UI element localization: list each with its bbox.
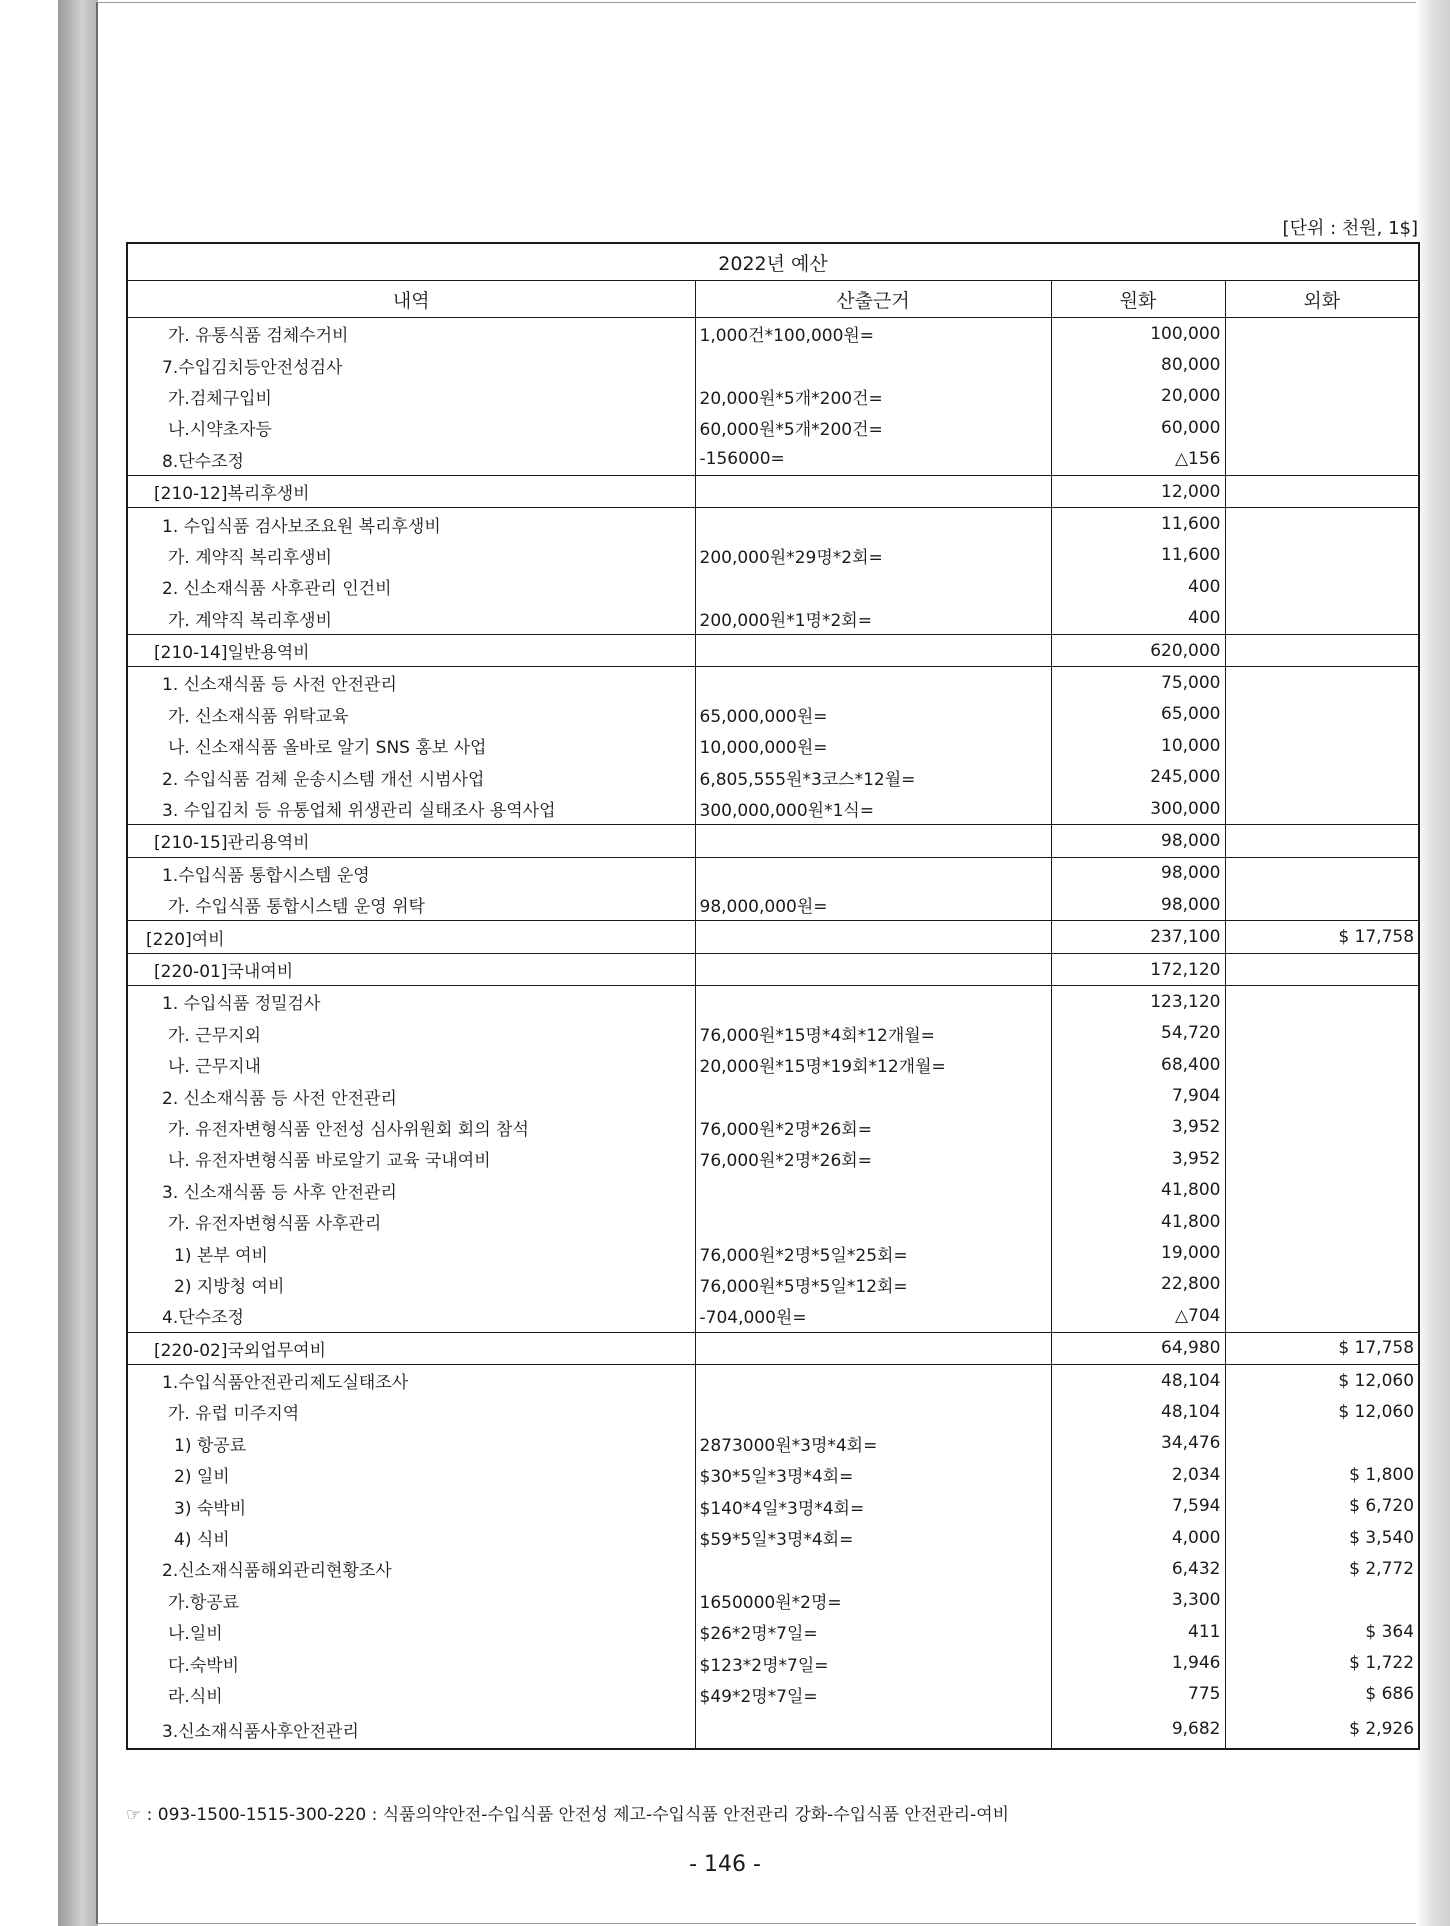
row-basis-cell xyxy=(695,475,1051,507)
footnote-text: : 093-1500-1515-300-220 : 식품의약안전-수입식품 안전성 제고-수입식품 안전관리 강화-수입식품 안전관리-여비 xyxy=(146,1805,1010,1825)
row-usd-cell xyxy=(1225,381,1419,412)
row-basis-cell: 200,000원*1명*2회= xyxy=(695,603,1051,635)
book-spine xyxy=(58,0,98,1926)
row-item-cell: 1) 항공료 xyxy=(127,1428,695,1459)
row-usd-cell: $ 6,720 xyxy=(1225,1490,1419,1521)
row-usd-cell xyxy=(1225,412,1419,443)
table-row xyxy=(127,667,1419,699)
row-basis-cell xyxy=(695,508,1051,540)
row-basis-cell xyxy=(695,1206,1051,1237)
row-krw-cell: 20,000 xyxy=(1051,381,1225,412)
row-basis-cell xyxy=(695,857,1051,889)
table-row xyxy=(127,986,1419,1018)
row-item-cell: 가. 계약직 복리후생비 xyxy=(127,540,695,571)
row-item-cell: 4) 식비 xyxy=(127,1522,695,1553)
row-krw-cell: 41,800 xyxy=(1051,1175,1225,1206)
row-usd-cell xyxy=(1225,571,1419,602)
table-row xyxy=(127,1206,1419,1237)
row-usd-cell xyxy=(1225,603,1419,635)
row-krw-cell: 7,594 xyxy=(1051,1490,1225,1521)
row-basis-cell: 65,000,000원= xyxy=(695,699,1051,730)
row-usd-cell: $ 2,772 xyxy=(1225,1553,1419,1584)
table-row xyxy=(127,1112,1419,1143)
table-row xyxy=(127,1300,1419,1332)
row-item-cell: 나. 신소재식품 올바로 알기 SNS 홍보 사업 xyxy=(127,730,695,761)
row-basis-cell: 200,000원*29명*2회= xyxy=(695,540,1051,571)
table-row xyxy=(127,1396,1419,1427)
row-krw-cell: 41,800 xyxy=(1051,1206,1225,1237)
row-krw-cell: 6,432 xyxy=(1051,1553,1225,1584)
table-row xyxy=(127,889,1419,921)
row-krw-cell: 64,980 xyxy=(1051,1332,1225,1364)
row-usd-cell xyxy=(1225,953,1419,985)
footnote xyxy=(126,1800,1418,1825)
row-item-cell: 2) 지방청 여비 xyxy=(127,1269,695,1300)
table-row xyxy=(127,1710,1419,1749)
row-usd-cell xyxy=(1225,730,1419,761)
column-header-krw: 원화 xyxy=(1051,281,1225,318)
row-usd-cell xyxy=(1225,1049,1419,1080)
row-usd-cell xyxy=(1225,1112,1419,1143)
row-item-cell: 1. 신소재식품 등 사전 안전관리 xyxy=(127,667,695,699)
table-row xyxy=(127,634,1419,666)
row-item-cell: 라.식비 xyxy=(127,1679,695,1710)
table-row xyxy=(127,1490,1419,1521)
row-basis-cell xyxy=(695,1332,1051,1364)
row-usd-cell xyxy=(1225,475,1419,507)
row-krw-cell: 3,952 xyxy=(1051,1143,1225,1174)
row-basis-cell xyxy=(695,1553,1051,1584)
row-basis-cell xyxy=(695,953,1051,985)
row-basis-cell: 300,000,000원*1식= xyxy=(695,793,1051,825)
row-usd-cell: $ 1,800 xyxy=(1225,1459,1419,1490)
row-basis-cell: 98,000,000원= xyxy=(695,889,1051,921)
row-krw-cell: 123,120 xyxy=(1051,986,1225,1018)
row-item-cell: [220-02]국외업무여비 xyxy=(127,1332,695,1364)
unit-label: [단위 : 천원, 1$] xyxy=(1282,218,1418,239)
row-basis-cell xyxy=(695,825,1051,857)
table-row xyxy=(127,603,1419,635)
pointing-hand-icon: ☞ xyxy=(126,1805,142,1825)
column-header-item: 내역 xyxy=(127,281,695,318)
row-usd-cell xyxy=(1225,1269,1419,1300)
row-item-cell: 3. 신소재식품 등 사후 안전관리 xyxy=(127,1175,695,1206)
row-usd-cell: $ 12,060 xyxy=(1225,1396,1419,1427)
row-item-cell: 나. 근무지내 xyxy=(127,1049,695,1080)
row-krw-cell: 100,000 xyxy=(1051,318,1225,350)
row-krw-cell: 48,104 xyxy=(1051,1396,1225,1427)
row-usd-cell xyxy=(1225,508,1419,540)
row-basis-cell: 1,000건*100,000원= xyxy=(695,318,1051,350)
row-item-cell: 1.수입식품안전관리제도실태조사 xyxy=(127,1364,695,1396)
row-krw-cell: 400 xyxy=(1051,571,1225,602)
row-item-cell: 가. 신소재식품 위탁교육 xyxy=(127,699,695,730)
row-krw-cell: 245,000 xyxy=(1051,761,1225,792)
row-usd-cell xyxy=(1225,444,1419,476)
row-krw-cell: 98,000 xyxy=(1051,857,1225,889)
row-item-cell: 가. 유통식품 검체수거비 xyxy=(127,318,695,350)
table-row xyxy=(127,508,1419,540)
row-basis-cell: $123*2명*7일= xyxy=(695,1647,1051,1678)
table-row xyxy=(127,1553,1419,1584)
table-row xyxy=(127,1428,1419,1459)
row-krw-cell: 98,000 xyxy=(1051,825,1225,857)
row-basis-cell: 76,000원*15명*4회*12개월= xyxy=(695,1018,1051,1049)
row-krw-cell: 4,000 xyxy=(1051,1522,1225,1553)
row-item-cell: 가. 계약직 복리후생비 xyxy=(127,603,695,635)
table-row xyxy=(127,571,1419,602)
row-krw-cell: 68,400 xyxy=(1051,1049,1225,1080)
row-item-cell: [220-01]국내여비 xyxy=(127,953,695,985)
row-usd-cell: $ 3,540 xyxy=(1225,1522,1419,1553)
row-usd-cell xyxy=(1225,1080,1419,1111)
row-krw-cell: 1,946 xyxy=(1051,1647,1225,1678)
row-item-cell: 1. 수입식품 검사보조요원 복리후생비 xyxy=(127,508,695,540)
table-row xyxy=(127,412,1419,443)
page-number: - 146 - xyxy=(689,1852,761,1877)
table-row xyxy=(127,761,1419,792)
column-header-usd: 외화 xyxy=(1225,281,1419,318)
row-usd-cell: $ 17,758 xyxy=(1225,921,1419,953)
row-usd-cell: $ 686 xyxy=(1225,1679,1419,1710)
row-basis-cell: 76,000원*2명*26회= xyxy=(695,1143,1051,1174)
row-item-cell: 가.항공료 xyxy=(127,1585,695,1616)
row-item-cell: [210-15]관리용역비 xyxy=(127,825,695,857)
row-usd-cell xyxy=(1225,1585,1419,1616)
row-basis-cell: -156000= xyxy=(695,444,1051,476)
row-item-cell: 8.단수조정 xyxy=(127,444,695,476)
row-item-cell: 나.시약초자등 xyxy=(127,412,695,443)
row-basis-cell xyxy=(695,921,1051,953)
row-basis-cell: 20,000원*5개*200건= xyxy=(695,381,1051,412)
row-item-cell: [210-12]복리후생비 xyxy=(127,475,695,507)
row-usd-cell xyxy=(1225,1206,1419,1237)
row-item-cell: 2. 수입식품 검체 운송시스템 개선 시범사업 xyxy=(127,761,695,792)
row-basis-cell: $49*2명*7일= xyxy=(695,1679,1051,1710)
table-title: 2022년 예산 xyxy=(127,243,1419,281)
row-item-cell: 1.수입식품 통합시스템 운영 xyxy=(127,857,695,889)
row-item-cell: 가. 수입식품 통합시스템 운영 위탁 xyxy=(127,889,695,921)
row-usd-cell xyxy=(1225,1143,1419,1174)
row-basis-cell xyxy=(695,1396,1051,1427)
table-row xyxy=(127,475,1419,507)
row-krw-cell: 80,000 xyxy=(1051,349,1225,380)
row-usd-cell: $ 1,722 xyxy=(1225,1647,1419,1678)
row-basis-cell: 76,000원*5명*5일*12회= xyxy=(695,1269,1051,1300)
row-krw-cell: 22,800 xyxy=(1051,1269,1225,1300)
row-krw-cell: 65,000 xyxy=(1051,699,1225,730)
row-item-cell: 3.신소재식품사후안전관리 xyxy=(127,1710,695,1749)
row-krw-cell: 12,000 xyxy=(1051,475,1225,507)
row-basis-cell xyxy=(695,986,1051,1018)
table-row xyxy=(127,1647,1419,1678)
page-edge-shadow xyxy=(1416,0,1450,1926)
row-item-cell: [210-14]일반용역비 xyxy=(127,634,695,666)
row-usd-cell xyxy=(1225,540,1419,571)
row-item-cell: 다.숙박비 xyxy=(127,1647,695,1678)
table-row xyxy=(127,1237,1419,1268)
row-basis-cell: 76,000원*2명*5일*25회= xyxy=(695,1237,1051,1268)
row-basis-cell: $140*4일*3명*4회= xyxy=(695,1490,1051,1521)
row-krw-cell: 172,120 xyxy=(1051,953,1225,985)
table-row xyxy=(127,857,1419,889)
row-basis-cell xyxy=(695,349,1051,380)
row-usd-cell xyxy=(1225,761,1419,792)
row-item-cell: 가. 유전자변형식품 안전성 심사위원회 회의 참석 xyxy=(127,1112,695,1143)
table-row xyxy=(127,349,1419,380)
row-item-cell: 3) 숙박비 xyxy=(127,1490,695,1521)
table-row xyxy=(127,1616,1419,1647)
row-basis-cell xyxy=(695,1710,1051,1749)
row-usd-cell xyxy=(1225,825,1419,857)
row-krw-cell: 54,720 xyxy=(1051,1018,1225,1049)
row-item-cell: 2. 신소재식품 사후관리 인건비 xyxy=(127,571,695,602)
budget-table xyxy=(126,242,1420,1750)
table-row xyxy=(127,1269,1419,1300)
table-row xyxy=(127,793,1419,825)
row-item-cell: 2. 신소재식품 등 사전 안전관리 xyxy=(127,1080,695,1111)
row-usd-cell: $ 2,926 xyxy=(1225,1710,1419,1749)
row-item-cell: 가. 유럽 미주지역 xyxy=(127,1396,695,1427)
row-basis-cell: 6,805,555원*3코스*12월= xyxy=(695,761,1051,792)
row-usd-cell xyxy=(1225,699,1419,730)
row-item-cell: 7.수입김치등안전성검사 xyxy=(127,349,695,380)
row-basis-cell: $59*5일*3명*4회= xyxy=(695,1522,1051,1553)
row-item-cell: 가.검체구입비 xyxy=(127,381,695,412)
table-row xyxy=(127,318,1419,350)
row-basis-cell: 60,000원*5개*200건= xyxy=(695,412,1051,443)
row-usd-cell xyxy=(1225,1175,1419,1206)
row-krw-cell: 3,300 xyxy=(1051,1585,1225,1616)
row-item-cell: 2) 일비 xyxy=(127,1459,695,1490)
table-row xyxy=(127,1459,1419,1490)
row-item-cell: 3. 수입김치 등 유통업체 위생관리 실태조사 용역사업 xyxy=(127,793,695,825)
row-krw-cell: 7,904 xyxy=(1051,1080,1225,1111)
row-krw-cell: 237,100 xyxy=(1051,921,1225,953)
table-row xyxy=(127,953,1419,985)
row-item-cell: 나.일비 xyxy=(127,1616,695,1647)
row-item-cell: 1. 수입식품 정밀검사 xyxy=(127,986,695,1018)
table-row xyxy=(127,1143,1419,1174)
row-basis-cell: -704,000원= xyxy=(695,1300,1051,1332)
table-row xyxy=(127,1364,1419,1396)
table-row xyxy=(127,1049,1419,1080)
row-krw-cell: 75,000 xyxy=(1051,667,1225,699)
row-krw-cell: 411 xyxy=(1051,1616,1225,1647)
table-row xyxy=(127,1018,1419,1049)
row-usd-cell xyxy=(1225,1237,1419,1268)
table-row xyxy=(127,730,1419,761)
row-item-cell: 가. 유전자변형식품 사후관리 xyxy=(127,1206,695,1237)
row-basis-cell xyxy=(695,1364,1051,1396)
row-item-cell: 가. 근무지외 xyxy=(127,1018,695,1049)
row-krw-cell: 620,000 xyxy=(1051,634,1225,666)
row-basis-cell: 2873000원*3명*4회= xyxy=(695,1428,1051,1459)
row-krw-cell: 775 xyxy=(1051,1679,1225,1710)
row-item-cell: 나. 유전자변형식품 바로알기 교육 국내여비 xyxy=(127,1143,695,1174)
table-row xyxy=(127,1522,1419,1553)
row-item-cell: [220]여비 xyxy=(127,921,695,953)
row-usd-cell xyxy=(1225,1018,1419,1049)
table-row xyxy=(127,540,1419,571)
row-basis-cell: $30*5일*3명*4회= xyxy=(695,1459,1051,1490)
row-usd-cell xyxy=(1225,793,1419,825)
row-basis-cell xyxy=(695,634,1051,666)
row-item-cell: 2.신소재식품해외관리현황조사 xyxy=(127,1553,695,1584)
table-row xyxy=(127,444,1419,476)
table-row xyxy=(127,381,1419,412)
row-usd-cell: $ 364 xyxy=(1225,1616,1419,1647)
row-usd-cell xyxy=(1225,318,1419,350)
row-krw-cell: 98,000 xyxy=(1051,889,1225,921)
table-row xyxy=(127,921,1419,953)
row-krw-cell: 300,000 xyxy=(1051,793,1225,825)
row-krw-cell: 3,952 xyxy=(1051,1112,1225,1143)
row-item-cell: 1) 본부 여비 xyxy=(127,1237,695,1268)
row-basis-cell xyxy=(695,571,1051,602)
row-krw-cell: 19,000 xyxy=(1051,1237,1225,1268)
row-usd-cell xyxy=(1225,667,1419,699)
column-header-basis: 산출근거 xyxy=(695,281,1051,318)
row-krw-cell: 60,000 xyxy=(1051,412,1225,443)
row-basis-cell xyxy=(695,1080,1051,1111)
row-usd-cell xyxy=(1225,857,1419,889)
table-body xyxy=(127,318,1419,1750)
row-basis-cell: 20,000원*15명*19회*12개월= xyxy=(695,1049,1051,1080)
row-krw-cell: △704 xyxy=(1051,1300,1225,1332)
row-basis-cell: 1650000원*2명= xyxy=(695,1585,1051,1616)
row-basis-cell: 10,000,000원= xyxy=(695,730,1051,761)
row-usd-cell xyxy=(1225,349,1419,380)
row-krw-cell: 2,034 xyxy=(1051,1459,1225,1490)
row-krw-cell: 48,104 xyxy=(1051,1364,1225,1396)
row-usd-cell xyxy=(1225,889,1419,921)
table-row xyxy=(127,1332,1419,1364)
table-row xyxy=(127,699,1419,730)
row-krw-cell: 34,476 xyxy=(1051,1428,1225,1459)
table-row xyxy=(127,1175,1419,1206)
table-row xyxy=(127,1585,1419,1616)
row-krw-cell: 11,600 xyxy=(1051,508,1225,540)
row-usd-cell xyxy=(1225,986,1419,1018)
row-krw-cell: 400 xyxy=(1051,603,1225,635)
row-usd-cell: $ 17,758 xyxy=(1225,1332,1419,1364)
row-krw-cell: 9,682 xyxy=(1051,1710,1225,1749)
row-usd-cell: $ 12,060 xyxy=(1225,1364,1419,1396)
row-usd-cell xyxy=(1225,1300,1419,1332)
table-row xyxy=(127,1679,1419,1710)
row-krw-cell: 11,600 xyxy=(1051,540,1225,571)
row-krw-cell: △156 xyxy=(1051,444,1225,476)
row-basis-cell: $26*2명*7일= xyxy=(695,1616,1051,1647)
row-item-cell: 4.단수조정 xyxy=(127,1300,695,1332)
row-basis-cell xyxy=(695,667,1051,699)
row-basis-cell: 76,000원*2명*26회= xyxy=(695,1112,1051,1143)
row-usd-cell xyxy=(1225,634,1419,666)
table-row xyxy=(127,1080,1419,1111)
row-basis-cell xyxy=(695,1175,1051,1206)
row-usd-cell xyxy=(1225,1428,1419,1459)
table-row xyxy=(127,825,1419,857)
row-krw-cell: 10,000 xyxy=(1051,730,1225,761)
